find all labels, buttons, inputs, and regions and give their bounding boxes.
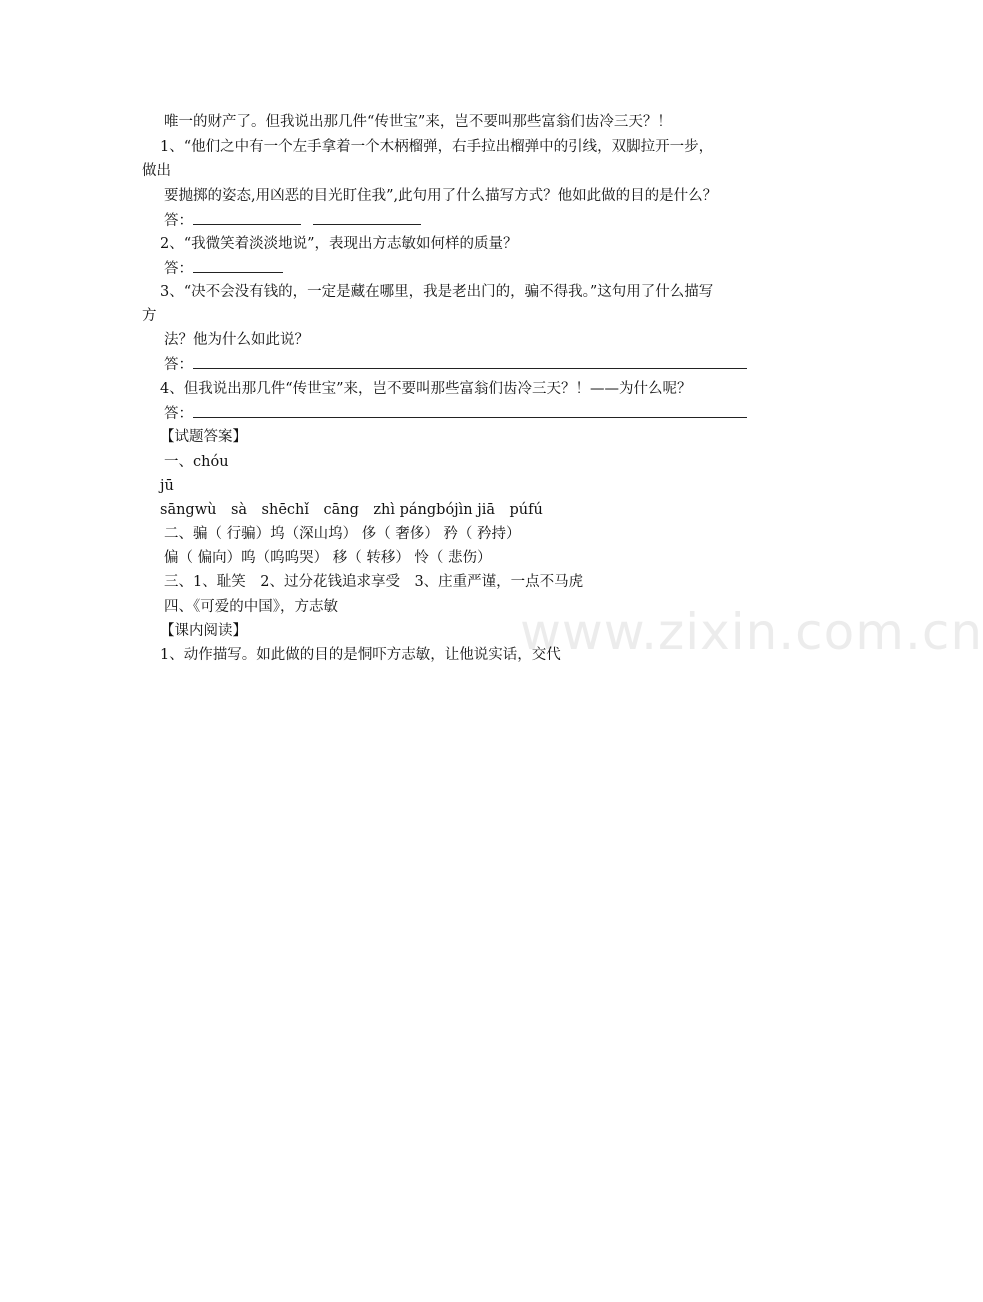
- answer-section-3: 三、1、耻笑 2、过分花钱追求享受 3、庄重严谨，一点不马虎: [164, 574, 584, 590]
- answer-label: 答：: [164, 261, 193, 277]
- question-4: 4、但我说出那几件“传世宝”来，岂不要叫那些富翁们齿冷三天？！——为什么呢？: [160, 381, 692, 397]
- section-heading-answers: 【试题答案】: [160, 429, 247, 445]
- text-line-1: 唯一的财产了。但我说出那几件“传世宝”来，岂不要叫那些富翁们齿冷三天？！: [164, 114, 672, 130]
- text-line-9: 方: [142, 308, 157, 324]
- answer-section-2b: 偏（ 偏向）呜（呜呜哭） 移（ 转移） 怜（ 悲伤）: [164, 550, 492, 566]
- question-2: 2、“我微笑着淡淡地说”，表现出方志敏如何样的质量？: [160, 236, 518, 252]
- answer-blank[interactable]: [193, 258, 283, 273]
- question-3: 3、“决不会没有钱的，一定是藏在哪里，我是老出门的，骗不得我。”这句用了什么描写: [160, 284, 714, 300]
- answer-line-2: [164, 258, 283, 279]
- watermark: www.zixin.com.cn: [520, 603, 983, 661]
- answer-label: 答：: [164, 357, 193, 373]
- answer-label: 答：: [164, 213, 193, 229]
- answer-section-1: 一、chóu: [164, 454, 229, 470]
- answer-section-2a: 二、骗（ 行骗）坞（深山坞） 侈（ 奢侈） 矜（ 矜持）: [164, 526, 521, 542]
- pinyin-line-1: jū: [160, 478, 174, 494]
- answer-blank[interactable]: [193, 403, 747, 418]
- answer-blank[interactable]: [193, 354, 747, 369]
- answer-line-4: [164, 403, 747, 424]
- answer-blank[interactable]: [193, 210, 301, 225]
- section-heading-reading: 【课内阅读】: [160, 623, 247, 639]
- pinyin-line-2: sāngwù sà shēchǐ cāng zhì pángbójìn jiā púfú: [160, 502, 543, 518]
- answer-blank[interactable]: [313, 210, 421, 225]
- answer-line-1: [164, 210, 421, 231]
- answer-label: 答：: [164, 406, 193, 422]
- text-line-4: 要抛掷的姿态,用凶恶的目光盯住我”,此句用了什么描写方式？他如此做的目的是什么？: [164, 188, 718, 204]
- answer-section-4: 四、《可爱的中国》，方志敏: [164, 599, 338, 615]
- reading-answer-1: 1、动作描写。如此做的目的是恫吓方志敏，让他说实话，交代: [160, 647, 561, 663]
- answer-line-3: [164, 354, 747, 375]
- text-line-10: 法？他为什么如此说？: [164, 332, 309, 348]
- question-1: 1、“他们之中有一个左手拿着一个木柄榴弹，右手拉出榴弹中的引线，双脚拉开一步，: [160, 139, 714, 155]
- text-line-3: 做出: [142, 163, 171, 179]
